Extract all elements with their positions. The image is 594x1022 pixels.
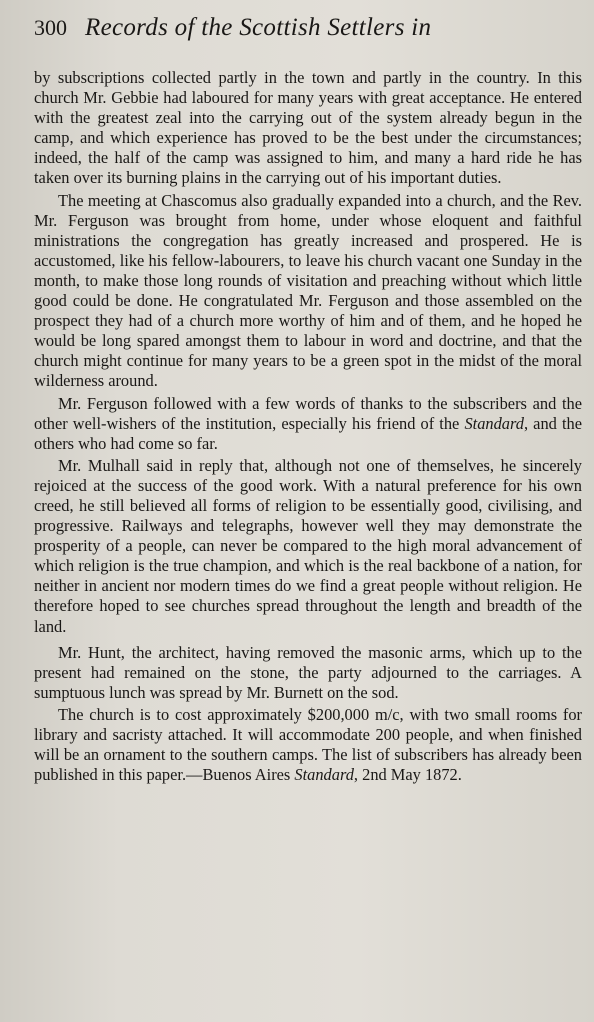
paragraph-text: , 2nd May 1872. — [353, 765, 462, 785]
paragraph: Mr. Hunt, the architect, having removed the masonic arms, which up to the present had remained on the stone, the party adjourned to the carriages. A sumptuous lunch was spread by Mr. Burnett on the sod. — [34, 642, 582, 702]
body-text — [34, 68, 582, 785]
paragraph — [34, 705, 582, 785]
paragraph: by subscriptions collected partly in the town and partly in the country. In this church Mr. Gebbie had laboured for many years with great acceptance. He entered with the greatest zeal into the carrying out of the system already begun in the camp, and which experience has proved to be the best under the circumstances; indeed, the half of the camp was assigned to him, and many a hard ride he has taken over its burning plains in the carrying out of his important duties. — [34, 68, 582, 188]
paragraph: The meeting at Chascomus also gradually expanded into a church, and the Rev. Mr. Ferguson was brought from home, under whose eloquent and faithful ministrations the congregation has greatly increased and prospered. He is accustomed, like his fellow-labourers, to leave his church vacant one Sunday in the month, to make those long rounds of visitation and preaching without which little good could be done. He congratulated Mr. Ferguson and those assembled on the prospect they had of a church more worthy of him and of them, and he hoped he would be long spared amongst them to labour in word and doctrine, and that the church might continue for many years to be a green spot in the midst of the moral wilderness around. — [34, 190, 582, 391]
paragraph-text: Mr. Ferguson followed with a few words of thanks to the subscribers and the other well-wishers of the institution, especially his friend of the — [34, 393, 582, 433]
paragraph — [34, 394, 582, 454]
paragraph-text: , and the others who had come so far. — [34, 413, 582, 453]
paragraph: Mr. Mulhall said in reply that, although not one of themselves, he sincerely rejoiced at the success of the good work. With a natural preference for his own creed, he still believed all forms of religion to be essentially good, civilising, and progressive. Railways and telegraphs, however well they may demonstrate the prosperity of a people, can never be compared to the high moral advancement of which religion is the true champion, and which is the real backbone of a nation, for neither in ancient nor modern times do we find a great people without religion. He therefore hoped to see churches spread throughout the length and breadth of the land. — [34, 455, 582, 636]
newspaper-title: Standard — [464, 413, 524, 433]
newspaper-title: Standard — [294, 765, 354, 785]
page-number: 300 — [34, 15, 67, 40]
page-header — [34, 14, 582, 58]
paragraph-text: The church is to cost approximately $200,000 m/c, with two small rooms for library and sacristy attached. It will accommodate 200 people, and when finished will be an ornament to the southern camps. The list of subscribers has already been published in this paper.—Buenos Aires — [34, 704, 582, 785]
running-head: Records of the Scottish Settlers in — [85, 14, 432, 41]
